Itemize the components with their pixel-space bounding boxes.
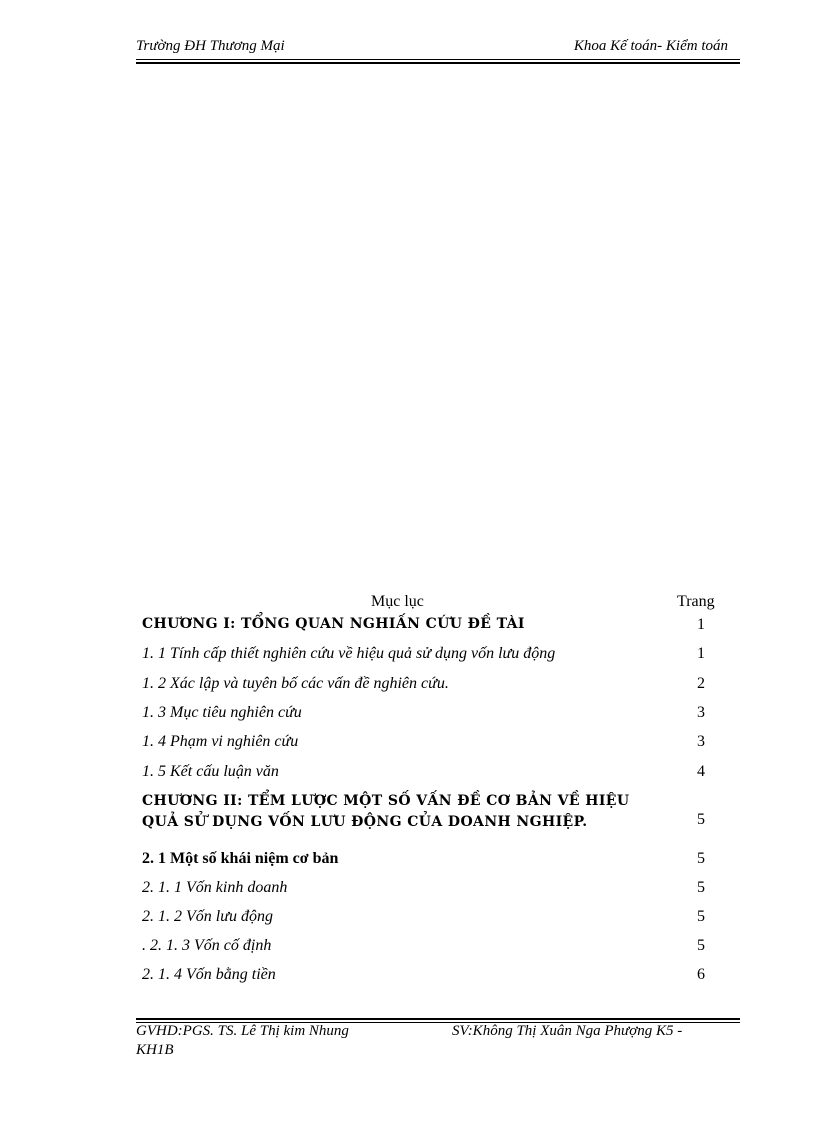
- toc-entry: [142, 791, 732, 835]
- toc-title: Mục lục: [371, 593, 424, 610]
- toc-entry-text: 2. 1. 2 Vốn lưu động: [142, 908, 273, 925]
- table-of-contents: [142, 593, 732, 983]
- footer-rule-thick: [136, 1018, 740, 1020]
- page-footer: [136, 1017, 740, 1067]
- toc-entry-text-line1: CHƯƠNG II: TỂM LƯỢC MỘT SỐ VẤN ĐỀ CƠ BẢN VỀ HIỆU: [142, 793, 630, 809]
- footer-student: SV:Không Thị Xuân Nga Phượng K5 -: [452, 1023, 683, 1039]
- header-school: Trường ĐH Thương Mại: [136, 38, 285, 54]
- toc-entry-page: 5: [697, 879, 705, 896]
- toc-entry-text: 2. 1. 1 Vốn kinh doanh: [142, 879, 288, 896]
- toc-entry-text: 1. 5 Kết cấu luận văn: [142, 763, 279, 780]
- header-faculty: Khoa Kế toán- Kiểm toán: [573, 38, 728, 54]
- toc-entry-page: 3: [697, 704, 705, 721]
- toc-heading-row: [142, 593, 732, 615]
- toc-page-heading: Trang: [677, 593, 715, 610]
- toc-entry-page: 1: [697, 616, 705, 633]
- toc-entry-page: 5: [697, 937, 705, 954]
- toc-entry-page: 5: [697, 908, 705, 925]
- footer-advisor: GVHD:PGS. TS. Lê Thị kim Nhung: [136, 1023, 349, 1039]
- toc-entry-page: 5: [697, 811, 705, 828]
- toc-entry-text: 1. 3 Mục tiêu nghiên cứu: [142, 704, 302, 721]
- toc-entry-text-line2: QUẢ SỬ DỤNG VỐN LƯU ĐỘNG CỦA DOANH NGHIỆP.: [142, 814, 588, 830]
- toc-entry-page: 4: [697, 763, 705, 780]
- toc-entry-text: 2. 1 Một số khái niệm cơ bản: [142, 850, 339, 867]
- toc-entry-page: 5: [697, 850, 705, 867]
- toc-entry-text: 2. 1. 4 Vốn bằng tiền: [142, 966, 276, 983]
- header-rule-thin: [136, 59, 740, 60]
- header-rule-thick: [136, 62, 740, 64]
- toc-entry-text: 1. 1 Tính cấp thiết nghiên cứu về hiệu quả sử dụng vốn lưu động: [142, 645, 556, 662]
- toc-entry-text: CHƯƠNG I: TỔNG QUAN NGHIẤN CỨU ĐỀ TÀI: [142, 616, 525, 632]
- toc-entry-page: 6: [697, 966, 705, 983]
- footer-class: KH1B: [136, 1042, 174, 1058]
- toc-entry-text: . 2. 1. 3 Vốn cố định: [142, 937, 272, 954]
- toc-entry-page: 3: [697, 733, 705, 750]
- toc-entry-page: 2: [697, 675, 705, 692]
- toc-entry-text: 1. 4 Phạm vi nghiên cứu: [142, 733, 299, 750]
- toc-entry-page: 1: [697, 645, 705, 662]
- toc-entry-text: 1. 2 Xác lập và tuyên bố các vấn đề nghiên cứu.: [142, 675, 449, 692]
- page-header: [136, 36, 740, 66]
